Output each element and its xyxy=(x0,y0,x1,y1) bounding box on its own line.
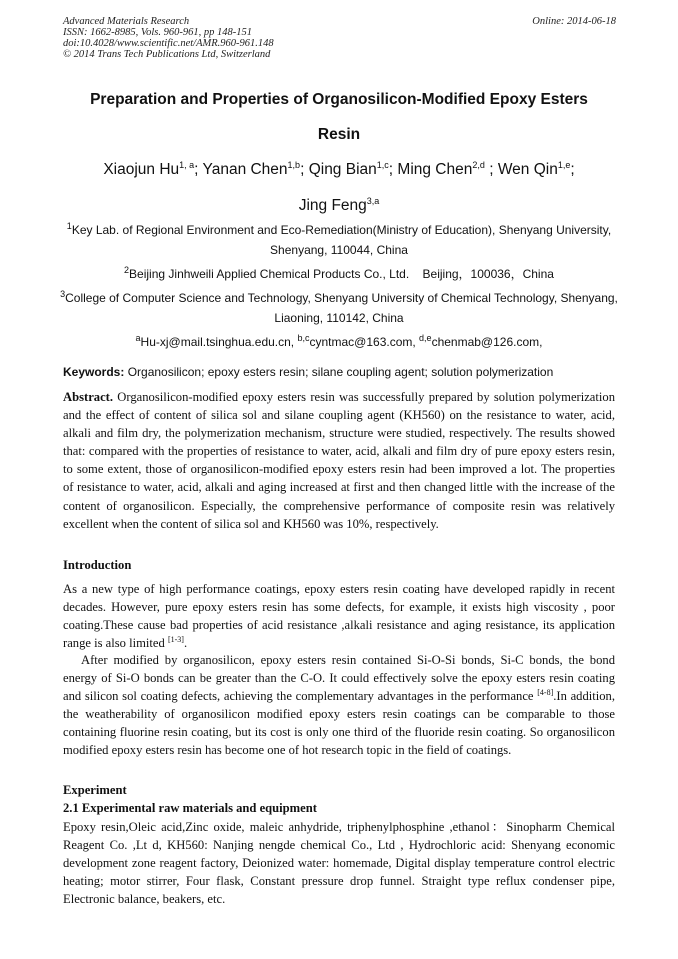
author-list-line-2 xyxy=(40,196,638,215)
email-link: cyntmac@163.com, xyxy=(309,335,420,349)
affiliation-1: $^1$Key Lab. of Regional Environment and Eco-Remediation(Ministry of Education), Shenyang University, Shenyang, 110044, China xyxy=(66,221,612,257)
journal-name: Advanced Materials Research xyxy=(63,16,190,27)
affiliation-3: $^3$College of Computer Science and Technology, Shenyang University of Chemical Technology, Shenyang, Liaoning, 110142, China xyxy=(60,289,618,325)
author: Wen Qin$^{1,e}$; xyxy=(497,159,575,178)
citation: [1-3] xyxy=(167,635,184,645)
copyright-line: © 2014 Trans Tech Publications Ltd, Switzerland xyxy=(63,49,271,60)
keywords xyxy=(63,364,623,380)
affiliation-2: $^2$Beijing Jinhweili Applied Chemical Products Co., Ltd. Beijing，100036，China xyxy=(124,265,554,281)
materials-subheading: 2.1 Experimental raw materials and equipment xyxy=(63,801,317,815)
author: Xiaojun Hu$^{1, a}$; xyxy=(103,159,203,178)
author: Qing Bian$^{1,c}$; xyxy=(308,159,398,178)
email-link: Hu-xj@mail.tsinghua.edu.cn, xyxy=(140,335,298,349)
introduction-heading: Introduction xyxy=(63,558,132,572)
introduction-paragraph-1: As a new type of high performance coatings, epoxy esters resin coating have developed rapidly in recent decades. However, pure epoxy esters resin has some defects, for example, it exists high viscosity , poor coating.These cause bad properties of acid resistance ,alkali resistance and aging resistance, its application range is also limited [1-3]. xyxy=(63,582,615,651)
online-date: Online: 2014-06-18 xyxy=(532,16,616,27)
author: Yanan Chen$^{1,b}$; xyxy=(202,159,309,178)
issn-line: ISSN: 1662-8985, Vols. 960-961, pp 148-151 xyxy=(63,27,252,38)
email-link: chenmab@126.com, xyxy=(431,335,543,349)
paper-title-line-2: Resin xyxy=(317,126,361,143)
keywords-label: Keywords: xyxy=(63,365,125,379)
doi-line: doi:10.4028/www.scientific.net/AMR.960-961.148 xyxy=(63,38,274,49)
citation: [4-8] xyxy=(537,688,554,697)
abstract-text: Organosilicon-modified epoxy esters resin was successfully prepared by solution polymerization and the effect of content of silica sol and silane coupling agent (KH560) on the resistance to water, acid, alkali and film dry, the polymerization mechanism, structure were studied, respectively. The results showed that: compared with the properties of resistance to water, acid, alkali and film dry of pure epoxy esters resin, to some extent, those of organosilicon-modified epoxy esters resin had been improved a lot. The properties of resistance to water, acid, alkali and aging increased at first and then changed little with the increase of the content of organosilicon. Especially, the comprehensive performance of composite resin was relatively excellent when the content of silica sol and KH560 was 10%, respectively. xyxy=(63,390,615,531)
introduction-paragraph-2: After modified by organosilicon, epoxy esters resin contained Si-O-Si bonds, Si-C bonds, the bond energy of Si-O bonds can be greater than the C-O. It could effectively solve the epoxy esters resin coating and silicon sol coating defects, achieving the complementary advantages in the performance [4-8].In addition, the weatherability of organosilicon modified epoxy esters resin coatings can be comparable to those containing fluorine resin coating, but its cost is only one third of the fluoride resin coating. So organosilicon modified epoxy esters resin has become one of hot research topic in the field of coatings. xyxy=(63,653,616,758)
paper-title-line-1: Preparation and Properties of Organosilicon-Modified Epoxy Esters xyxy=(90,91,588,108)
materials-paragraph: Epoxy resin,Oleic acid,Zinc oxide, maleic anhydride, triphenylphosphine ,ethanol：Sinopharm Chemical Reagent Co. ,Lt d, KH560: Nanjing nengde chemical Co., Ltd , Hydrochloric acid: Shenyang economic development zone reagent factory, Deionized water: homemade, Digital display temperature control electric heating; motor stirrer, Four flask, Constant pressure drop funnel. Straight type reflux condenser pipe, Electronic balance, beakers, etc. xyxy=(63,820,615,907)
keywords-text: Organosilicon; epoxy esters resin; silane coupling agent; solution polymerization xyxy=(124,365,554,379)
abstract-label: Abstract. xyxy=(63,390,114,404)
experiment-heading: Experiment xyxy=(63,783,127,797)
author: Ming Chen$^{2,d}$ ; xyxy=(397,159,498,178)
abstract xyxy=(63,388,615,533)
journal-header xyxy=(63,16,443,60)
email-list: $^a$Hu-xj@mail.tsinghua.edu.cn, $^{b,c}$cyntmac@163.com, $^{d,e}$chenmab@126.com, xyxy=(135,333,543,349)
author-list-line-1 xyxy=(40,160,638,179)
author: Jing Feng$^{3,a}$ xyxy=(298,195,380,214)
